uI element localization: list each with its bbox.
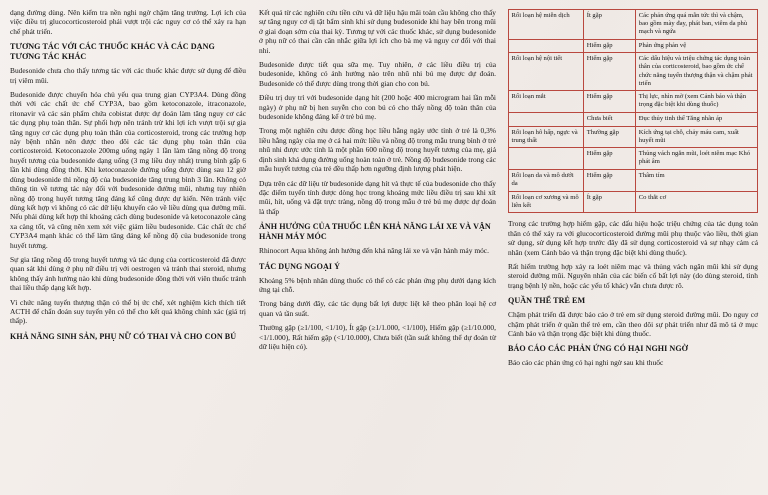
table-row	[509, 10, 758, 40]
table-row	[509, 169, 758, 191]
paragraph: Trong một nghiên cứu được đồng học liều hằng ngày ước tính ở trẻ là 0,3% liều hằng ngày của mẹ ở cả hai mức liều và nồng độ trong mẫu trung bình ở trẻ nhũ nhi được ước tính là một phần 600 nồng độ trong huyết tương của mẹ, giả định sinh khả dụng đường uống hoàn toàn ở trẻ. Nồng độ budesonide trong các mẫu huyết tương của trẻ đều thấp hơn ngưỡng định lượng phát hiện.	[259, 126, 496, 174]
cell-effect: Thị lực, nhìn mờ (xem Cảnh báo và thận trọng đặc biệt khi dùng thuốc)	[636, 91, 758, 113]
table-row	[509, 53, 758, 91]
cell-frequency: Ít gặp	[584, 10, 636, 40]
paragraph: Khoảng 5% bệnh nhân dùng thuốc có thể có các phản ứng phụ dưới dạng kích ứng tại chỗ.	[259, 275, 496, 294]
cell-organ-class	[509, 112, 584, 126]
cell-frequency: Hiếm gặp	[584, 53, 636, 91]
cell-effect: Các dấu hiệu và triệu chứng tác dụng toàn thân của corticosteroid, bao gồm ức chế chức năng tuyến thượng thận và chậm phát triển	[636, 53, 758, 91]
cell-frequency: Ít gặp	[584, 191, 636, 213]
table-row	[509, 191, 758, 213]
paragraph: Thường gặp (≥1/100, <1/10), Ít gặp (≥1/1.000, <1/100), Hiếm gặp (≥1/10.000, <1/1.000), Rất hiếm gặp (<1/10.000), Chưa biết (tần suất không thể dự đoán từ dữ liệu hiện có).	[259, 323, 496, 351]
paragraph: Rhinocort Aqua không ảnh hưởng đến khả năng lái xe và vận hành máy móc.	[259, 246, 489, 256]
section-heading-drug-interactions: TƯƠNG TÁC VỚI CÁC THUỐC KHÁC VÀ CÁC DẠNG TƯƠNG TÁC KHÁC	[10, 42, 215, 62]
cell-frequency: Hiếm gặp	[584, 91, 636, 113]
cell-organ-class: Rối loạn da và mô dưới da	[509, 169, 584, 191]
section-heading-side-effects: TÁC DỤNG NGOẠI Ý	[259, 261, 341, 271]
paragraph: Sự gia tăng nồng độ trong huyết tương và tác dụng của corticosteroid đã được quan sát khi dùng ở phụ nữ điều trị với oestrogen và tránh thai steroid, nhưng không thấy ảnh hưởng nào khi dùng budesonide đồng thời với viên thuốc tránh thai liều thấp dạng kết hợp.	[10, 254, 246, 293]
paragraph: Rất hiếm trường hợp xảy ra loét niêm mạc và thủng vách ngăn mũi khi sử dụng steroid đường mũi. Nguyên nhân của các biến cố bất lợi này (do dùng steroid, tình trạng bệnh lý nền, hoặc các yếu tố khác) vẫn chưa được rõ.	[508, 261, 758, 290]
cell-organ-class: Rối loạn hô hấp, ngực và trung thất	[509, 126, 584, 148]
paragraph: Kết quả từ các nghiên cứu tiền cứu và dữ liệu hậu mãi toàn cầu không cho thấy sự tăng nguy cơ dị tật bẩm sinh khi sử dụng budesonide khi hay bên trong mũi ở giai đoạn sớm của thai kỳ. Tương tự với các thuốc khác, sử dụng budesonide ở phụ nữ có thai cần cân nhắc giữa lợi ích cho bà mẹ và nguy cơ đối với thai nhi.	[259, 8, 496, 55]
cell-frequency: Hiếm gặp	[584, 148, 636, 170]
table-row	[509, 112, 758, 126]
cell-effect: Các phản ứng quá mẫn tức thì và chậm, bao gồm mày đay, phát ban, viêm da phù mạch và ngứa	[636, 10, 758, 40]
cell-frequency: Chưa biết	[584, 112, 636, 126]
paragraph: Budesonide chưa cho thấy tương tác với các thuốc khác được sử dụng để điều trị viêm mũi.	[10, 66, 246, 85]
cell-effect: Co thắt cơ	[636, 191, 758, 213]
cell-frequency: Thường gặp	[584, 126, 636, 148]
table-row	[509, 91, 758, 113]
cell-organ-class: Rối loạn cơ xương và mô liên kết	[509, 191, 584, 213]
cell-effect: Đục thủy tinh thể Tăng nhãn áp	[636, 112, 758, 126]
paragraph: Budesonide được tiết qua sữa mẹ. Tuy nhiên, ở các liều điều trị của budesonide, không có ảnh hưởng nào trên nhũ nhi bú mẹ được dự đoán. Budesonide có thể được dùng trong thời gian cho con bú.	[259, 60, 496, 88]
cell-organ-class: Rối loạn hệ nội tiết	[509, 53, 584, 91]
cell-organ-class	[509, 39, 584, 53]
cell-effect: Thủng vách ngăn mũi, loét niêm mạc Khó phát âm	[636, 148, 758, 170]
paragraph: Trong các trường hợp hiếm gặp, các dấu hiệu hoặc triệu chứng của tác dụng toàn thân có thể xảy ra với glucocorticosteroid đường mũi phụ thuộc vào liều, thời gian sử dụng, sử dụng kết hợp trước đây đã sử dụng corticosteroid và sự nhạy cảm cá nhân (xem Cảnh báo và thận trọng đặc biệt khi dùng thuốc).	[508, 219, 758, 257]
paragraph: Dựa trên các dữ liệu từ budesonide dạng hít và thực tế của budesonide cho thấy đặc điểm tuyến tính được dòng học trong khoảng mức liều điều trị sau khi xít mũi, hít, uống và đặt trực tràng, nồng độ trong mẫu ở trẻ bú mẹ được dự đoán là thấp	[259, 178, 496, 216]
table-row	[509, 126, 758, 148]
paragraph: Báo cáo các phản ứng có hại nghi ngờ sau khi thuốc	[508, 358, 664, 368]
table-row	[509, 148, 758, 170]
cell-frequency: Hiếm gặp	[584, 39, 636, 53]
cell-organ-class: Rối loạn mắt	[509, 91, 584, 113]
cell-organ-class	[509, 148, 584, 170]
section-heading-adr-reporting: BÁO CÁO CÁC PHẢN ỨNG CÓ HẠI NGHI NGỜ	[508, 344, 689, 354]
paragraph: Chậm phát triển đã được báo cáo ở trẻ em sử dụng steroid đường mũi. Do nguy cơ chậm phát triển ở quần thể trẻ em, cần theo dõi sự phát triển như đã mô tả ở mục Cảnh báo và thận trọng đặc biệt khi dùng thuốc.	[508, 310, 758, 338]
cell-effect: Thâm tím	[636, 169, 758, 191]
section-heading-driving: ẢNH HƯỞNG CỦA THUỐC LÊN KHẢ NĂNG LÁI XE VÀ VẬN HÀNH MÁY MÓC	[259, 222, 491, 242]
table-row	[509, 39, 758, 53]
column-left	[6, 8, 249, 346]
cell-effect: Kích ứng tại chỗ, chảy máu cam, xuất huyết mũi	[636, 126, 758, 148]
paragraph: Budesonide được chuyển hóa chủ yếu qua trung gian CYP3A4. Dùng đồng thời với các chất ức chế CYP3A, bao gồm ketoconazole, itraconazole, ritonavir và các sản phẩm chứa cobistat được dự đoán làm tăng nguy cơ các tác dụng phụ toàn thân. Sự phối hợp nên tránh trừ khi lợi ích vượt trội sự gia tăng nguy cơ các dụng phụ toàn thân của corticosteroid, trong các trường hợp này bệnh nhân nên được theo dõi các tác dụng phụ toàn thân của corticosteroid. Ketoconazole 200mg uống ngày 1 lần làm tăng nồng độ trong huyết tương của budesonide dạng uống (3 mg liều duy nhất) trung bình gấp 6 lần khi dùng đồng thời. Khi ketoconazole đường uống được dùng sau 12 giờ dùng budesonide thì nồng độ của budesonide tăng trung bình 3 lần. Không có thông tin về tương tác này đối với budesonide đường mũi, nhưng tuy nhiên nồng độ trong huyết tương tăng đáng kể cũng được dự kiến. Nên tránh việc dùng kết hợp vì không có các dữ liệu khuyến cáo về liều dùng qua đường mũi. Nếu phải dùng kết hợp thì khoảng cách dùng budesonide và ketoconazole càng xa càng tốt, và cũng nên xem xét việc giảm liều budesonide. Các chất ức chế CYP3A4 mạnh khác có thể làm tăng đáng kể nồng độ của budesonide trong huyết tương.	[10, 90, 246, 250]
section-heading-pediatric: QUẦN THỂ TRẺ EM	[508, 296, 586, 306]
paragraph: Điều trị duy trì với budesonide dạng hít (200 hoặc 400 microgram hai lần mỗi ngày) ở phụ nữ bị hen suyễn cho con bú có cho thấy nồng độ toàn thân của budesonide không đáng kể ở trẻ bú mẹ.	[259, 93, 496, 122]
column-right	[506, 8, 758, 373]
section-heading-fertility-pregnancy: KHẢ NĂNG SINH SẢN, PHỤ NỮ CÓ THAI VÀ CHO CON BÚ	[10, 331, 237, 341]
paragraph: dạng đường dùng. Nên kiểm tra nền nghi ngờ chậm tăng trưởng. Lợi ích của việc điều trị glucocorticosteroid phải vượt trội các nguy cơ có thể xảy ra hạn chế phát triển.	[10, 8, 246, 36]
column-middle	[256, 8, 499, 356]
cell-frequency: Hiếm gặp	[584, 169, 636, 191]
cell-effect: Phản ứng phản vệ	[636, 39, 758, 53]
paragraph: Vì chức năng tuyến thượng thận có thể bị ức chế, xét nghiệm kích thích tiết ACTH để chẩn đoán suy tuyến yên có thể cho kết quả không chính xác (giá trị thấp).	[10, 297, 246, 326]
adverse-reactions-table	[508, 9, 758, 213]
paragraph: Trong bảng dưới đây, các tác dụng bất lợi được liệt kê theo phân loại hệ cơ quan và tần suất.	[259, 299, 496, 318]
cell-organ-class: Rối loạn hệ miễn dịch	[509, 10, 584, 40]
